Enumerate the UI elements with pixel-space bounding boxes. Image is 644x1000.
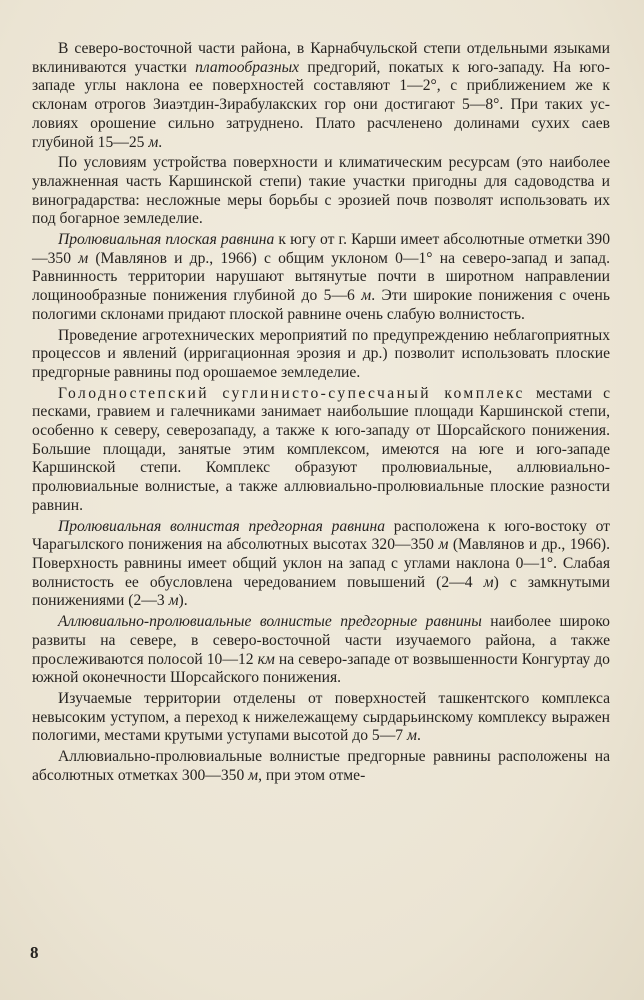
text-run: м xyxy=(438,536,449,554)
text-run: на северо-западе от возвышенности Конгуртау до южной оконечности Шорсайского понижения. xyxy=(32,650,610,687)
text-run: км xyxy=(257,650,275,668)
text-run: (Мавлянов и др., 1966). Поверхность равнины имеет общий уклон на запад с углами наклона 0—1°. Слабая волнистость ее обусловлена чередованием повышений (2—4 xyxy=(32,536,611,591)
text-run: По условиям устройства поверхности и климатическим ресурсам (это наиболее увлажненная часть Каршинской степи) такие участки пригодны для садоводства и виноградарства: несложные меры борьбы с эрозией почв позволят использовать их под богарное земледелие. xyxy=(32,154,610,228)
text-run: Аллювиально-пролювиальные волнистые предгорные равнины расположены на абсолютных отметках 300—350 xyxy=(32,748,610,784)
text-run: м xyxy=(361,287,372,305)
text-run: Изучаемые территории отделены от поверхностей ташкентского комплекса невысоким уступом, а переход к нижележащему сырдарьинскому комплексу выражен пологими, местами крутыми уступами высотой до 5—7 xyxy=(32,689,610,745)
text-run: . Эти широкие понижения с очень пологими склонами придают плоской равнине очень слабую волнистость. xyxy=(32,287,611,323)
paragraph-3 xyxy=(32,231,610,325)
paragraph-6 xyxy=(32,518,610,612)
text-run: м xyxy=(407,727,417,745)
paragraph-9 xyxy=(32,748,610,785)
text-run: расположена к юго-востоку от Чарагылского понижения на абсолютных высотах 320—350 xyxy=(32,517,611,554)
text-run: к югу от г. Карши имеет абсолютные отметки 390—350 xyxy=(32,231,610,267)
text-run: наиболее широко развиты на севере, в северо-восточной части изучаемого района, а также прослеживаются полосой 10—12 xyxy=(32,613,610,668)
text-run: м xyxy=(248,766,259,784)
text-run: (Мавлянов и др., 1966) с общим уклоном 0—1° на северо-запад и запад. Равнинность территории нарушают вытянутые почти в широтном направлении лощинообразные понижения глубиной до 5—6 xyxy=(32,249,610,305)
text-run: , при этом отме- xyxy=(258,766,366,784)
paragraph-1 xyxy=(32,40,610,152)
paragraph-2 xyxy=(32,154,610,229)
text-run: м xyxy=(483,573,494,591)
text-run: В северо-восточной части района, в Карнабчульской степи отдельными языками вклиниваются участки xyxy=(32,40,610,76)
page-number: 8 xyxy=(30,943,39,962)
paragraph-5 xyxy=(32,385,610,516)
text-run: местами с песками, гравием и галечниками занимает наибольшие площади Каршинской степи, особенно к северу, северозападу, а также к юго-западу от Шорсайского понижения. Большие площади, занятые этим комплексом, имеются на юге и юго-западе Каршинской степи. Комплекс образуют пролювиальные, аллювиально-пролювиальные волнистые, а также аллювиально-пролювиальные плоские разности равнин. xyxy=(32,384,610,514)
text-run: . xyxy=(416,727,421,745)
text-run: предгорий, покатых к юго-западу. На юго-западе углы наклона ее поверхностей составляют 1—2°, с приближением же к склонам отрогов Зиаэтдин-Зирабулакских гор они достигают 5—8°. При таких условиях орошение сильно затруднено. Плато расчленено долинами сухих саев глубиной 15—25 xyxy=(32,58,610,151)
text-run: Пролювиальная волнистая предгорная равнина xyxy=(58,517,386,535)
text-run: м xyxy=(78,249,89,267)
text-run: м xyxy=(168,592,179,610)
text-run: ) с замкнутыми понижениями (2—3 xyxy=(32,573,610,610)
paragraph-8 xyxy=(32,690,610,746)
text-run: ). xyxy=(178,592,188,610)
paragraph-7 xyxy=(32,613,610,688)
text-run: м xyxy=(148,133,159,151)
text-run: Проведение агротехнических мероприятий по предупреждению неблагоприятных процессов и явлений (ирригационная эрозия и др.) позволит использовать плоские предгорные равнины под орошаемое земледелие. xyxy=(32,326,610,381)
paragraph-4 xyxy=(32,327,610,383)
text-run: Пролювиальная плоская равнина xyxy=(58,231,275,249)
text-run: платообразных xyxy=(195,58,300,76)
text-run: Аллювиально-пролювиальные волнистые предгорные равнины xyxy=(58,613,482,631)
text-run: Голодностепский суглинисто-супесчаный комплекс xyxy=(58,384,525,402)
body-text xyxy=(32,40,610,785)
text-run: . xyxy=(158,133,163,151)
